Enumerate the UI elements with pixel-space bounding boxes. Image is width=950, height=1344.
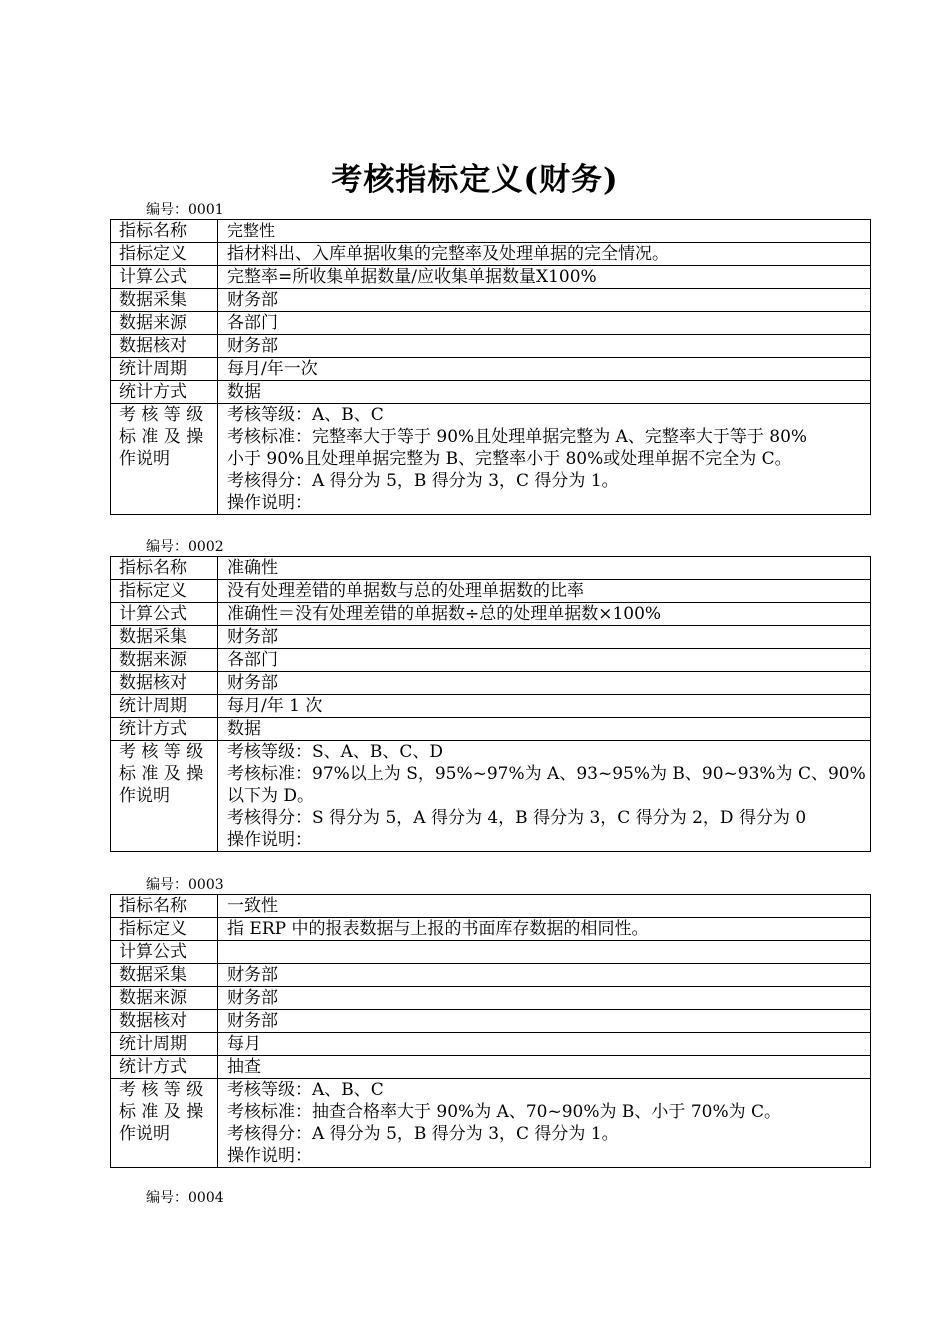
grade-standard: 以下为 D。 (227, 786, 315, 806)
table-row (111, 243, 871, 266)
row-label: 计算公式 (111, 266, 218, 289)
grade-label-line: 考 核 等 级 (119, 742, 204, 762)
grade-label-line: 作说明 (119, 1124, 170, 1144)
row-label: 指标名称 (111, 220, 218, 243)
indicator-collect: 财务部 (218, 289, 871, 312)
table-row (111, 741, 871, 852)
indicator-definition: 指材料出、入库单据收集的完整率及处理单据的完全情况。 (218, 243, 871, 266)
table-row (111, 381, 871, 404)
indicator-definition: 指 ERP 中的报表数据与上报的书面库存数据的相同性。 (218, 918, 871, 941)
row-label-grade (111, 741, 218, 852)
table-row (111, 580, 871, 603)
indicator-method: 数据 (218, 718, 871, 741)
indicator-period: 每月/年 1 次 (218, 695, 871, 718)
row-label: 统计周期 (111, 1033, 218, 1056)
row-label: 数据来源 (111, 312, 218, 335)
grade-standard: 考核标准：97%以上为 S，95%~97%为 A、93~95%为 B、90~93%为 C、90% (227, 764, 866, 784)
indicator-table (110, 219, 871, 515)
table-row (111, 964, 871, 987)
row-label-grade (111, 1079, 218, 1168)
table-row (111, 649, 871, 672)
grade-label-line: 标 准 及 操 (119, 1102, 204, 1122)
indicator-code: 编号：0002 (146, 539, 224, 555)
grade-ops: 操作说明： (227, 1146, 312, 1166)
grade-label-line: 标 准 及 操 (119, 764, 204, 784)
indicator-name: 一致性 (218, 895, 871, 918)
row-label: 计算公式 (111, 603, 218, 626)
row-label: 数据采集 (111, 964, 218, 987)
indicator-grading (218, 1079, 871, 1168)
indicator-code: 编号：0003 (146, 877, 224, 893)
row-label: 数据采集 (111, 626, 218, 649)
row-label: 统计方式 (111, 381, 218, 404)
table-row (111, 404, 871, 515)
row-label: 统计方式 (111, 718, 218, 741)
row-label: 指标定义 (111, 918, 218, 941)
grade-ops: 操作说明： (227, 493, 312, 513)
row-label: 数据来源 (111, 649, 218, 672)
indicator-method: 数据 (218, 381, 871, 404)
row-label: 统计周期 (111, 358, 218, 381)
indicator-code: 编号：0001 (146, 202, 224, 218)
row-label: 统计方式 (111, 1056, 218, 1079)
grade-score: 考核得分：S 得分为 5，A 得分为 4，B 得分为 3，C 得分为 2，D 得分为 0 (227, 808, 807, 828)
indicator-period: 每月/年一次 (218, 358, 871, 381)
indicator-formula: 准确性＝没有处理差错的单据数÷总的处理单据数×100% (218, 603, 871, 626)
grade-label-line: 考 核 等 级 (119, 405, 204, 425)
table-row (111, 1010, 871, 1033)
table-row (111, 672, 871, 695)
indicator-source: 各部门 (218, 649, 871, 672)
indicator-table (110, 556, 871, 852)
indicator-name: 完整性 (218, 220, 871, 243)
indicator-verify: 财务部 (218, 1010, 871, 1033)
row-label: 指标定义 (111, 580, 218, 603)
indicator-grading (218, 404, 871, 515)
table-row (111, 1079, 871, 1168)
grade-label-line: 作说明 (119, 786, 170, 806)
indicator-collect: 财务部 (218, 964, 871, 987)
indicator-source: 财务部 (218, 987, 871, 1010)
table-row (111, 1056, 871, 1079)
row-label: 指标名称 (111, 895, 218, 918)
grade-levels: 考核等级：S、A、B、C、D (227, 742, 444, 762)
grade-score: 考核得分：A 得分为 5，B 得分为 3，C 得分为 1。 (227, 471, 619, 491)
row-label: 数据采集 (111, 289, 218, 312)
table-row (111, 987, 871, 1010)
grade-levels: 考核等级：A、B、C (227, 1080, 384, 1100)
indicator-method: 抽查 (218, 1056, 871, 1079)
indicator-source: 各部门 (218, 312, 871, 335)
table-row (111, 1033, 871, 1056)
next-indicator-code: 编号：0004 (146, 1190, 224, 1206)
indicator-verify: 财务部 (218, 335, 871, 358)
indicator-formula (218, 941, 871, 964)
grade-standard: 小于 90%且处理单据完整为 B、完整率小于 80%或处理单据不完全为 C。 (227, 449, 792, 469)
grade-standard: 考核标准：完整率大于等于 90%且处理单据完整为 A、完整率大于等于 80% (227, 427, 808, 447)
table-row (111, 626, 871, 649)
indicator-grading (218, 741, 871, 852)
grade-label-line: 考 核 等 级 (119, 1080, 204, 1100)
page-title: 考核指标定义(财务) (331, 162, 619, 198)
grade-ops: 操作说明： (227, 830, 312, 850)
table-row (111, 335, 871, 358)
row-label: 数据核对 (111, 335, 218, 358)
indicator-table (110, 894, 871, 1168)
indicator-name: 准确性 (218, 557, 871, 580)
table-row (111, 358, 871, 381)
grade-standard: 考核标准：抽查合格率大于 90%为 A、70~90%为 B、小于 70%为 C。 (227, 1102, 782, 1122)
table-row (111, 695, 871, 718)
table-row (111, 603, 871, 626)
grade-label-line: 作说明 (119, 449, 170, 469)
row-label: 指标名称 (111, 557, 218, 580)
table-row (111, 220, 871, 243)
row-label: 数据核对 (111, 1010, 218, 1033)
table-row (111, 289, 871, 312)
row-label: 指标定义 (111, 243, 218, 266)
indicator-definition: 没有处理差错的单据数与总的处理单据数的比率 (218, 580, 871, 603)
indicator-formula: 完整率=所收集单据数量/应收集单据数量X100% (218, 266, 871, 289)
table-row (111, 941, 871, 964)
table-row (111, 895, 871, 918)
table-row (111, 557, 871, 580)
indicator-collect: 财务部 (218, 626, 871, 649)
table-row (111, 718, 871, 741)
row-label: 数据来源 (111, 987, 218, 1010)
indicator-period: 每月 (218, 1033, 871, 1056)
grade-label-line: 标 准 及 操 (119, 427, 204, 447)
grade-levels: 考核等级：A、B、C (227, 405, 384, 425)
row-label-grade (111, 404, 218, 515)
row-label: 计算公式 (111, 941, 218, 964)
row-label: 数据核对 (111, 672, 218, 695)
table-row (111, 312, 871, 335)
row-label: 统计周期 (111, 695, 218, 718)
grade-score: 考核得分：A 得分为 5，B 得分为 3，C 得分为 1。 (227, 1124, 619, 1144)
table-row (111, 918, 871, 941)
table-row (111, 266, 871, 289)
indicator-verify: 财务部 (218, 672, 871, 695)
